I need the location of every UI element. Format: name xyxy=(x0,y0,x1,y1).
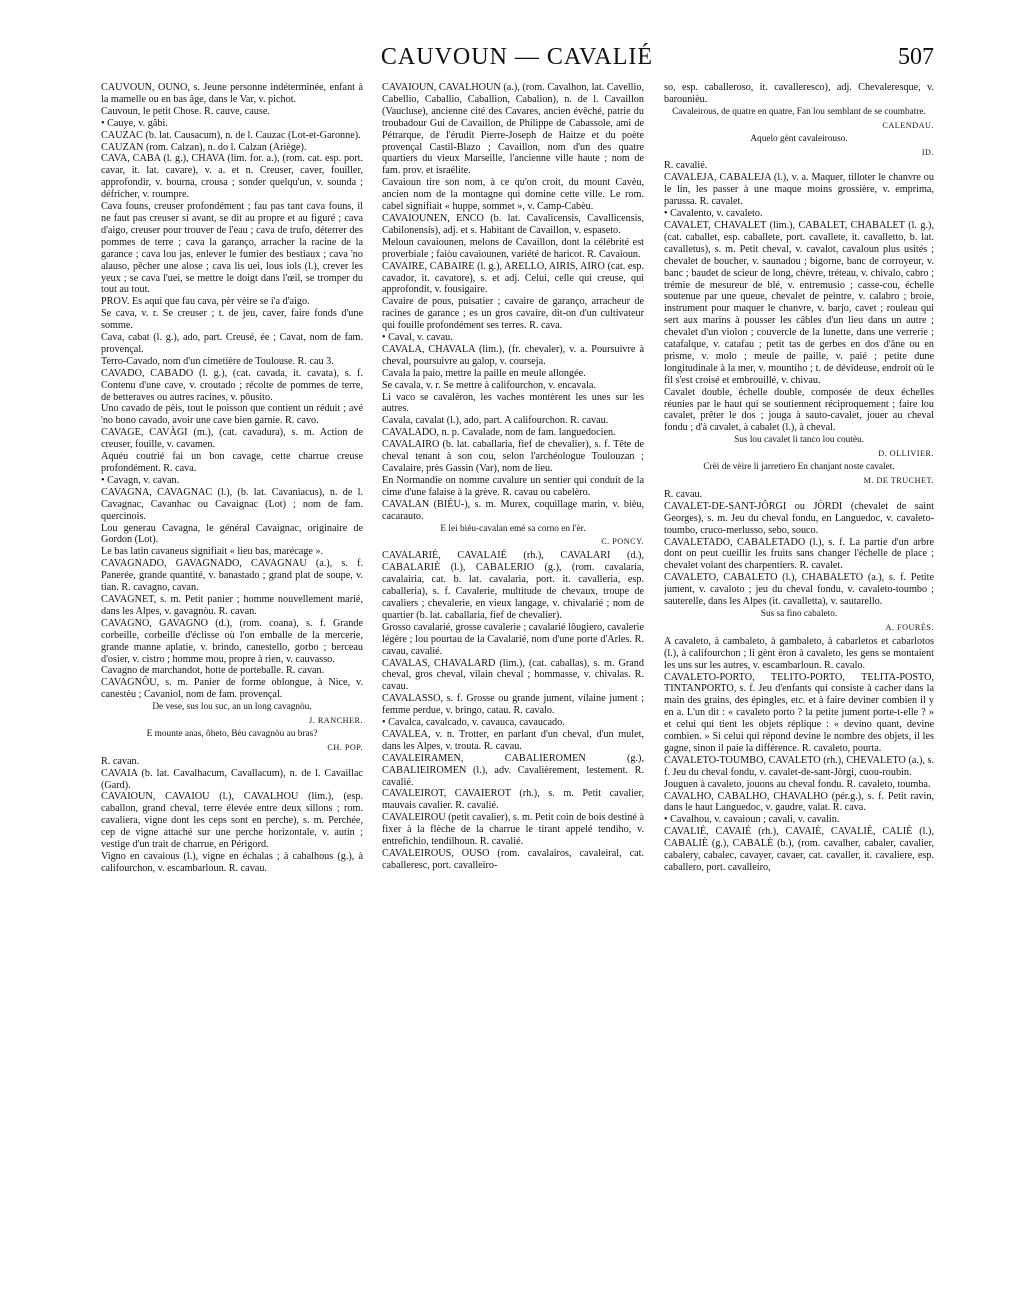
dictionary-entry: CAVA, CABA (l. g.), CHAVA (lim. for. a.), (rom. cat. esp. port. cavar, it. lat. cavare), v. a. et n. Creuser, caver, fouiller, approfondir, v. bourna, crousa ; sonder quelqu'un, v. sounda ; défricher, v. roumpre. xyxy=(101,153,363,201)
dictionary-entry: • Cavagn, v. cavan. xyxy=(101,474,180,486)
dictionary-entry: CAVALADO, n. p. Cavalade, nom de fam. languedocien. xyxy=(382,427,616,439)
dictionary-entry: Grosso cavalarié, grosse cavalerie ; cavalarié lôugiero, cavalerie légère ; lou pourtau de la Cavalarié, nom d'une porte d'Arles. R. cavau, cavalié. xyxy=(382,621,644,657)
dictionary-entry: CAVALETO-TOUMBO, CAVALETO (rh.), CHEVALETO (a.), s. f. Jeu du cheval fondu, v. cavalet-de-sant-Jòrgi, cuou-roubin. xyxy=(664,754,934,778)
dictionary-entry: CAVALEJA, CABALEJA (l.), v. a. Maquer, tilloter le chanvre ou le lin, les passer à une maque moins grossière, v. emprima, parussa. R. cavalet. xyxy=(664,172,934,208)
dictionary-entry: Cavalet double, échelle double, composée de deux échelles réunies par le haut qui se soutiennent réciproquement ; faire lou cavalet, prêter le dos ; jouga à sauto-cavalet, jouer au cheval fondu ; d'à cavalet, à cabalet (l.), à cheval. xyxy=(664,386,934,434)
dictionary-entry: Cauvoun, le petit Chose. R. cauve, cause. xyxy=(101,105,270,117)
dictionary-entry: CAUZAC (b. lat. Causacum), n. de l. Cauzac (Lot-et-Garonne). xyxy=(101,129,361,141)
verse-quote: Cavaleirous, de quatre en quatre, Fan lou semblant de se coumbatre. xyxy=(672,106,926,117)
dictionary-entry: CAVAGNA, CAVAGNAC (l.), (b. lat. Cavaniacus), n. de l. Cavagnac, Cavanhac ou Cavaignac (Lot) ; nom de fam. quercinois. xyxy=(101,486,363,522)
dictionary-entry: Meloun cavaiounen, melons de Cavaillon, dont la célébrité est proverbiale ; faiòu cavaiounen, variété de haricot. R. Cavaioun. xyxy=(382,236,644,260)
quote-author: ID. xyxy=(921,147,934,157)
dictionary-entry: PROV. Es aqui que fau cava, pèr vèire se i'a d'aigo. xyxy=(101,296,310,308)
dictionary-column-2 xyxy=(382,82,644,1282)
dictionary-entry: CAVALARIÉ, CAVALAIÉ (rh.), CAVALARI (d.), CABALARIÈ (l.), CABALERIO (g.), (rom. cavalaria, cavalairia, cat. b. lat. cavalaria, port. it. cavalleria, esp. caballeria), s. f. Cavalerie, multitude de chevaux, troupe de cavaliers ; chevalerie, en vieux langage, v. chivalarié ; nom de quartier (b. lat. caballaria, fief de chevalier). xyxy=(382,550,644,621)
dictionary-entry: Lou generau Cavagna, le général Cavaignac, originaire de Gordon (Lot). xyxy=(101,522,363,546)
dictionary-entry: CAVALEIROUS, OUSO (rom. cavalairos, cavaleiral, cat. caballeresc, port. cavalleiro- xyxy=(382,848,644,871)
dictionary-entry: Cava, cabat (l. g.), ado, part. Creusé, ée ; Cavat, nom de fam. provençal. xyxy=(101,332,363,355)
quote-author: M. DE TRUCHET. xyxy=(863,476,934,485)
page-number: 507 xyxy=(898,44,934,70)
dictionary-entry: CAVALAIRO (b. lat. caballaria, fief de chevalier), s. f. Tête de cheval tenant à son cou, selon l'archéologue Toulouzan ; Cavalaire, près Gassin (Var), nom de lieu. xyxy=(382,439,644,474)
dictionary-entry: Cavala, cavalat (l.), ado, part. A califourchon. R. cavau. xyxy=(382,415,609,427)
dictionary-entry: CAVALET, CHAVALET (lim.), CABALET, CHABALET (l. g.), (cat. caballet, esp. caballete, port. cavallete, it. cavalletto, b. lat. cavalletus), s. m. Petit cheval, v. cavalot, cavaloun plus usités ; chevalet de boucher, v. saunadou ; bigorne, banc de corroyeur, v. banc ; baudet de scieur de long, chèvre, tréteau, v. chivalo, cabro ; trémie de mesureur de blé, v. entremusio ; casse-cou, échelle soutenue par une queue, chevalet de peintre, v. calabro ; broie, instrument pour maquer le chanvre, v. barjo, cavet ; rouleau qui sert aux marins à pousser les câbles d'un lieu dans un autre ; chevalet d'un violon ; couvercle de la lunette, dans une verrerie ; catafalque, v. catafau ; petit tas de gerbes en dos d'âne ou en prisme, v. molo ; meule de paille, v. paié ; petite dune longitudinale à la mer, v. mountiho ; t. de dévideuse, endroit où le fil s'est croisé et embrouillé, v. chivau. xyxy=(664,219,934,386)
dictionary-entry: Cavaire de pous, puisatier ; cavaire de garanço, arracheur de racines de garance ; es un gros cavaire, dit-on d'un cultivateur qui fouille profondément ses terres. R. cava. xyxy=(382,296,644,332)
dictionary-entry: CAUZAN (rom. Calzan), n. do l. Calzan (Ariège). xyxy=(101,141,307,153)
dictionary-entry: Terro-Cavado, nom d'un cimetière de Toulouse. R. cau 3. xyxy=(101,355,334,367)
dictionary-entry: Cavagno de marchandot, hotte de porteballe. R. cavan. xyxy=(101,665,325,677)
dictionary-entry: CAVAGNADO, GAVAGNADO, CAVAGNAU (a.), s. f. Panerée, grande quantité, v. banastado ; grand plat de soupe, v. tian. R. cavagno, cavan. xyxy=(101,558,363,594)
dictionary-entry: CAVAGNET, s. m. Petit panier ; homme nouvellement marié, dans les Alpes, v. gavagnòu. R. cavan. xyxy=(101,593,363,617)
dictionary-entry: CAVAGNÔU, s. m. Panier de forme oblongue, à Nice, v. canestèu ; Cavaniol, nom de fam. provençal. xyxy=(101,677,363,701)
verse-quote: E mounte anas, ôheto, Bèu cavagnòu au bras? xyxy=(146,728,318,739)
dictionary-entry: • Cavalhou, v. cavaioun ; cavali, v. cavalin. xyxy=(664,814,840,826)
dictionary-entry: • Caval, v. cavau. xyxy=(382,332,453,344)
dictionary-column-3 xyxy=(664,82,934,1282)
dictionary-entry: Cavaioun tire son nom, à ce qu'on croit, du mount Cavèu, ancien nom de la montagne qui domine cette ville. Le rom. cabel signifiait « huppe, sommet », v. Camp-Cabèu. xyxy=(382,177,644,213)
dictionary-entry: CAVAIRE, CABAIRE (l. g.), ARELLO, AIRIS, AIRO (cat. esp. cavador, it. cavatore), s. et adj. Celui, celle qui creuse, qui approfondit, v. fousigaire. xyxy=(382,260,644,296)
dictionary-entry: En Normandie on nomme cavalure un sentier qui conduit de la cime d'une falaise à la grève. R. cavau ou cabelèro. xyxy=(382,474,644,498)
dictionary-entry: CAVALEIRAMEN, CABALIEROMEN (g.), CABALIEIROMEN (l.), adv. Cavalièrement, lestement. R. cavalié. xyxy=(382,752,644,788)
dictionary-entry: CAVALETO-PORTO, TELITO-PORTO, TELITA-POSTO, TINTANPORTO, s. f. Jeu d'enfants qui consiste à cacher dans la main des grains, des épingles, etc. et à faire deviner combien il y en a. L'un dit : « cavaleto porto ? la petite jument porte-t-elle ? » et celui qui tient les objets réplique : « devino quant, devine combien. » Si celui qui répond devine le nombre des objets, il les gagne, sinon il paie la différence. R. cavaleto, pourta. xyxy=(664,671,934,754)
dictionary-entry: CAVAIOUN, CAVALHOUN (a.), (rom. Cavalhon, lat. Cavellio, Cabellio, Caballio, Caballion, Cabalion), n. de l. Cavaillon (Vaucluse), ancienne cité des Cavares, ancien évêché, patrie du troubadour Gui de Cavaillon, de Philippe de Cabassole, ami de Pétrarque, de l'érudit Pierre-Joseph de Haitze et du poète provençal Castil-Blazo ; Cavaillon, nom d'un des quatre quartiers du vieux Marseille, l'ancienne ville haute ; nom de fam. prov. et israélite. xyxy=(382,82,644,177)
verse-quote: Sus sa fino cabaleto. xyxy=(760,608,838,619)
dictionary-entry: CAVALIÉ, CAVAIÉ (rh.), CAVAIÈ, CAVALIÈ, CALIÈ (l.), CABALIÈ (g.), CABALÈ (b.), (rom. cavalher, cabaler, cavalier, cabalery, cabalec, cavayer, cavaer, cat. cavaller, it. cavaliere, esp. caballero, port. cavalleiro, xyxy=(664,826,934,873)
dictionary-entry: R. cavan. xyxy=(101,755,140,767)
dictionary-entry: CAVAGNO, GAVAGNO (d.), (rom. coana), s. f. Grande corbeille, corbeille d'éclisse où l'on emballe de la mercerie, grande manne aplatie, v. brindo, canestello, gorbo ; berceau d'osier, v. cistro ; homme mou, propre à rien, v. cauvasso. xyxy=(101,617,363,665)
quote-author: D. OLLIVIER. xyxy=(878,449,934,459)
dictionary-entry: A cavaleto, à cambaleto, à gambaleto, à cabarletos et cabarlotos (l.), à califourchon ; li gènt èron à cavaleto, les gens se montaient les uns sur les autres, v. escambarloun. R. cavalo. xyxy=(664,635,934,671)
dictionary-entry: CAVALAS, CHAVALARD (lim.), (cat. caballas), s. m. Grand cheval, gros cheval, vilain cheval ; hommasse, v. chivalas. R. cavau. xyxy=(382,657,644,693)
dictionary-entry: Cava founs, creuser profondément ; fau pas tant cava founs, il ne faut pas creuser si avant, se dit au propre et au figuré ; cava d'aigo, creuser pour trouver de l'eau ; cava de trufo, déterrer des pommes de terre ; cava la garanço, arracher la racine de la garance ; cava lou jas, enlever le fumier des bestiaux ; cava 'no alauso, pêcher une alose ; cava lis uei, lous iols (l.), crever les yeux ; se cava l'uei, se mettre le doigt dans l'œil, se tromper du tout au tout. xyxy=(101,201,363,296)
dictionary-entry: so, esp. caballeroso, it. cavalleresco), adj. Chevaleresque, v. barounièu. xyxy=(664,82,934,105)
dictionary-entry: CAVALAN (BIÉU-), s. m. Murex, coquillage marin, v. bièu, cacarauto. xyxy=(382,498,644,522)
dictionary-entry: CAVALETO, CABALETO (l.), CHABALETO (a.), s. f. Petite jument, v. cavaloto ; jeu du cheval fondu, v. cavaleto-toumbo ; sauterelle, dans les Alpes (it. cavalletta), v. sautarello. xyxy=(664,572,934,608)
dictionary-entry: Se cavala, v. r. Se mettre à califourchon, v. encavala. xyxy=(382,379,596,391)
quote-author: A. FOURÈS. xyxy=(885,622,934,632)
running-title: CAUVOUN — CAVALIÉ xyxy=(380,44,654,70)
dictionary-entry: Vigno en cavaious (l.), vigne en échalas ; à cabalhous (g.), à califourchon, v. escambarloun. R. cavau. xyxy=(101,851,363,874)
dictionary-entry: CAVALEIROU (petit cavalier), s. m. Petit coin de bois destiné à fixer à la flèche de la charrue le tirant appelé tendiho, v. entrefichio, tendilhoun. R. cavalié. xyxy=(382,812,644,848)
quote-author: CALENDAU. xyxy=(882,120,934,130)
dictionary-entry: Le bas latin cavaneus signifiait « lieu bas, marécage ». xyxy=(101,546,324,558)
dictionary-entry: CAVALEIROT, CAVAIEROT (rh.), s. m. Petit cavalier, mauvais cavalier. R. cavalié. xyxy=(382,788,644,812)
dictionary-entry: CAVAIOUNEN, ENCO (b. lat. Cavalicensis, Cavallicensis, Cabilonensis), adj. et s. Habitant de Cavaillon, v. espaseto. xyxy=(382,212,644,236)
verse-quote: Sus lou cavalet li tanco lou coutèu. xyxy=(734,435,864,446)
dictionary-entry: CAVALEA, v. n. Trotter, en parlant d'un cheval, d'un mulet, dans les Alpes, v. trouta. R. cavau. xyxy=(382,728,644,752)
dictionary-entry: CAVALET-DE-SANT-JÔRGI ou JÒRDI (chevalet de saint Georges), s. m. Jeu du cheval fondu, en Languedoc, v. cavaleto-toumbo, cruco-merlusso, sebo, souco. xyxy=(664,500,934,536)
dictionary-entry: • Cauye, v. gâbi. xyxy=(101,117,168,129)
dictionary-entry: Cavala la paio, mettre la paille en meule allongée. xyxy=(382,367,586,379)
dictionary-entry: CAVALASSO, s. f. Grosse ou grande jument, vilaine jument ; femme perdue, v. bringo, catau. R. cavalo. xyxy=(382,693,644,717)
verse-quote: Aquelo gènt cavaleirouso. xyxy=(750,133,848,144)
dictionary-entry: CAVADO, CABADO (l. g.), (cat. cavada, it. cavata), s. f. Contenu d'une cave, v. croutado ; récolte de pommes de terre, de betteraves ou autres racines, v. pôusito. xyxy=(101,367,363,403)
dictionary-entry: • Cavalca, cavalcado, v. cavauca, cavaucado. xyxy=(382,717,565,729)
dictionary-column-1 xyxy=(101,82,363,1282)
dictionary-entry: R. cavalié. xyxy=(664,160,708,172)
dictionary-entry: • Cavalento, v. cavaleto. xyxy=(664,208,763,220)
dictionary-entry: CAVALA, CHAVALA (lim.), (fr. chevaler), v. a. Poursuivre à cheval, poursuivre au galop, v. courseja. xyxy=(382,343,644,367)
dictionary-entry: CAVALETADO, CABALETADO (l.), s. f. La partie d'un arbre dont on peut cueillir les fruits sans changer l'échelle de place ; chevalet volant des charpentiers. R. cavalet. xyxy=(664,536,934,572)
dictionary-entry: CAVAGE, CAVÀGI (m.), (cat. cavadura), s. m. Action de creuser, fouille, v. cavamen. xyxy=(101,427,363,451)
dictionary-entry: R. cavau. xyxy=(664,488,703,500)
dictionary-entry: CAVALHO, CABALHO, CHAVALHO (pér.g.), s. f. Petit ravin, dans le haut Languedoc, v. gaudre, valat. R. cava. xyxy=(664,790,934,814)
quote-author: CH. POP. xyxy=(327,742,363,752)
dictionary-entry: Aquéu coutrié fai un bon cavage, cette charrue creuse profondément. R. cava. xyxy=(101,451,363,474)
quote-author: C. PONCY. xyxy=(601,537,644,547)
dictionary-entry: Jouguen à cavaleto, jouons au cheval fondu. R. cavaleto, toumba. xyxy=(664,778,931,790)
verse-quote: De vese, sus lou suc, an un long cavagnòu. xyxy=(152,702,312,713)
verse-quote: Crèi de vèire li jarretiero En chanjant noste cavalet. xyxy=(703,462,895,473)
verse-quote: E lei biéu-cavalan emé sa corno en l'èr. xyxy=(440,523,586,534)
quote-author: J. RANCHER. xyxy=(309,716,363,726)
page-header xyxy=(100,44,934,74)
dictionary-entry: Uno cavado de pèis, tout le poisson que contient un réduit ; avé 'no bono cavado, avoir une cave bien garnie. R. cavo. xyxy=(101,403,363,427)
dictionary-entry: Li vaco se cavalèron, les vaches montèrent les unes sur les autres. xyxy=(382,391,644,415)
dictionary-entry: Se cava, v. r. Se creuser ; t. de jeu, caver, faire fonds d'une somme. xyxy=(101,308,363,332)
dictionary-entry: CAVAIA (b. lat. Cavalhacum, Cavallacum), n. de l. Cavaillac (Gard). xyxy=(101,767,363,791)
dictionary-entry: CAÚVOUN, OUNO, s. Jeune personne indéterminée, enfant à la mamelle ou en bas âge, dans le Var, v. pichot. xyxy=(101,82,363,105)
dictionary-entry: CAVAIOUN, CAVAIOU (l.), CAVALHOU (lim.), (esp. caballon, grand cheval, terre élevée entre deux sillons ; rom. cavaliera, vigne dont les ceps sont en perche), s. m. Perchée, cep de vigne attaché sur une perche horizontale, v. autin ; vestige d'un trait de charrue, en Périgord. xyxy=(101,791,363,851)
